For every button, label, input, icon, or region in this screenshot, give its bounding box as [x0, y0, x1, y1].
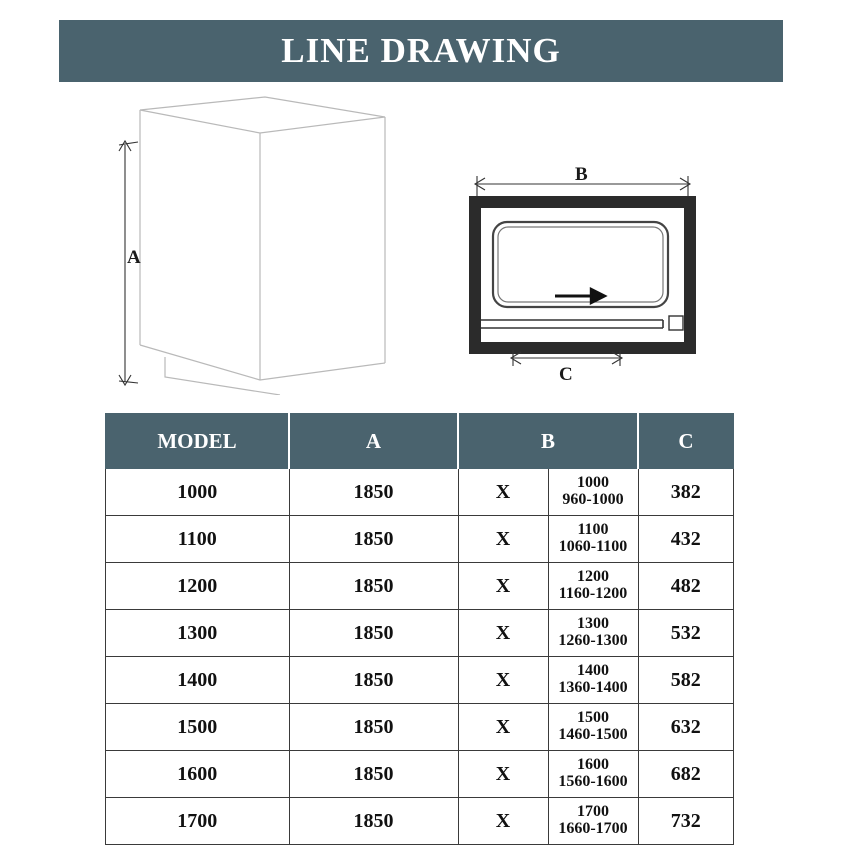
table-row	[106, 798, 734, 845]
cell-b-main: 1300	[577, 615, 609, 633]
perspective-drawing	[105, 95, 405, 395]
column-header-c: C	[638, 414, 734, 469]
cell-b-range: 1160-1200	[558, 585, 628, 602]
cell-c: 532	[638, 610, 734, 657]
column-header-model: MODEL	[106, 414, 290, 469]
cell-b	[548, 657, 638, 704]
cell-b	[548, 516, 638, 563]
cell-b-main: 1700	[577, 803, 609, 821]
cell-model: 1400	[106, 657, 290, 704]
cell-x: X	[458, 563, 548, 610]
cell-model: 1200	[106, 563, 290, 610]
dimension-label-b: B	[575, 164, 588, 185]
cell-b-range: 1060-1100	[558, 538, 628, 555]
column-header-b: B	[458, 414, 638, 469]
table-row	[106, 751, 734, 798]
cell-c: 632	[638, 704, 734, 751]
table-row	[106, 516, 734, 563]
dimension-label-c: C	[559, 364, 573, 385]
spec-table-wrap	[105, 413, 718, 845]
cell-c: 682	[638, 751, 734, 798]
cell-model: 1700	[106, 798, 290, 845]
cell-b	[548, 610, 638, 657]
cell-c: 382	[638, 469, 734, 516]
cell-x: X	[458, 516, 548, 563]
cell-c: 482	[638, 563, 734, 610]
spec-table	[105, 413, 734, 845]
cell-b-range: 1660-1700	[558, 820, 628, 837]
cell-b-range: 960-1000	[562, 491, 624, 508]
cell-model: 1000	[106, 469, 290, 516]
cell-b-main: 1600	[577, 756, 609, 774]
cell-x: X	[458, 657, 548, 704]
cell-a: 1850	[289, 704, 458, 751]
cell-x: X	[458, 610, 548, 657]
cell-a: 1850	[289, 610, 458, 657]
cell-b-range: 1460-1500	[558, 726, 628, 743]
page-title: LINE DRAWING	[281, 31, 561, 70]
table-row	[106, 563, 734, 610]
cell-a: 1850	[289, 516, 458, 563]
cell-a: 1850	[289, 751, 458, 798]
table-body	[106, 469, 734, 845]
plan-drawing	[435, 160, 725, 390]
perspective-svg	[105, 95, 405, 395]
cell-x: X	[458, 704, 548, 751]
cell-b	[548, 798, 638, 845]
cell-b-range: 1260-1300	[558, 632, 628, 649]
cell-b-range: 1560-1600	[558, 773, 628, 790]
cell-c: 732	[638, 798, 734, 845]
cell-b	[548, 751, 638, 798]
column-header-a: A	[289, 414, 458, 469]
cell-model: 1600	[106, 751, 290, 798]
table-row	[106, 704, 734, 751]
cell-b-range: 1360-1400	[558, 679, 628, 696]
cell-model: 1500	[106, 704, 290, 751]
cell-x: X	[458, 798, 548, 845]
cell-b-main: 1000	[577, 474, 609, 492]
cell-a: 1850	[289, 563, 458, 610]
cell-c: 432	[638, 516, 734, 563]
table-row	[106, 610, 734, 657]
cell-a: 1850	[289, 657, 458, 704]
cell-b	[548, 563, 638, 610]
table-row	[106, 469, 734, 516]
cell-x: X	[458, 469, 548, 516]
table-row	[106, 657, 734, 704]
cell-b-main: 1500	[577, 709, 609, 727]
title-banner	[59, 20, 783, 82]
cell-b-main: 1100	[577, 521, 609, 539]
cell-b	[548, 469, 638, 516]
cell-b-main: 1200	[577, 568, 609, 586]
cell-a: 1850	[289, 798, 458, 845]
cell-model: 1300	[106, 610, 290, 657]
dimension-label-a: A	[127, 247, 141, 268]
cell-c: 582	[638, 657, 734, 704]
table-header-row	[106, 414, 734, 469]
cell-b-main: 1400	[577, 662, 609, 680]
cell-model: 1100	[106, 516, 290, 563]
cell-b	[548, 704, 638, 751]
cell-x: X	[458, 751, 548, 798]
cell-a: 1850	[289, 469, 458, 516]
plan-svg	[435, 160, 725, 390]
